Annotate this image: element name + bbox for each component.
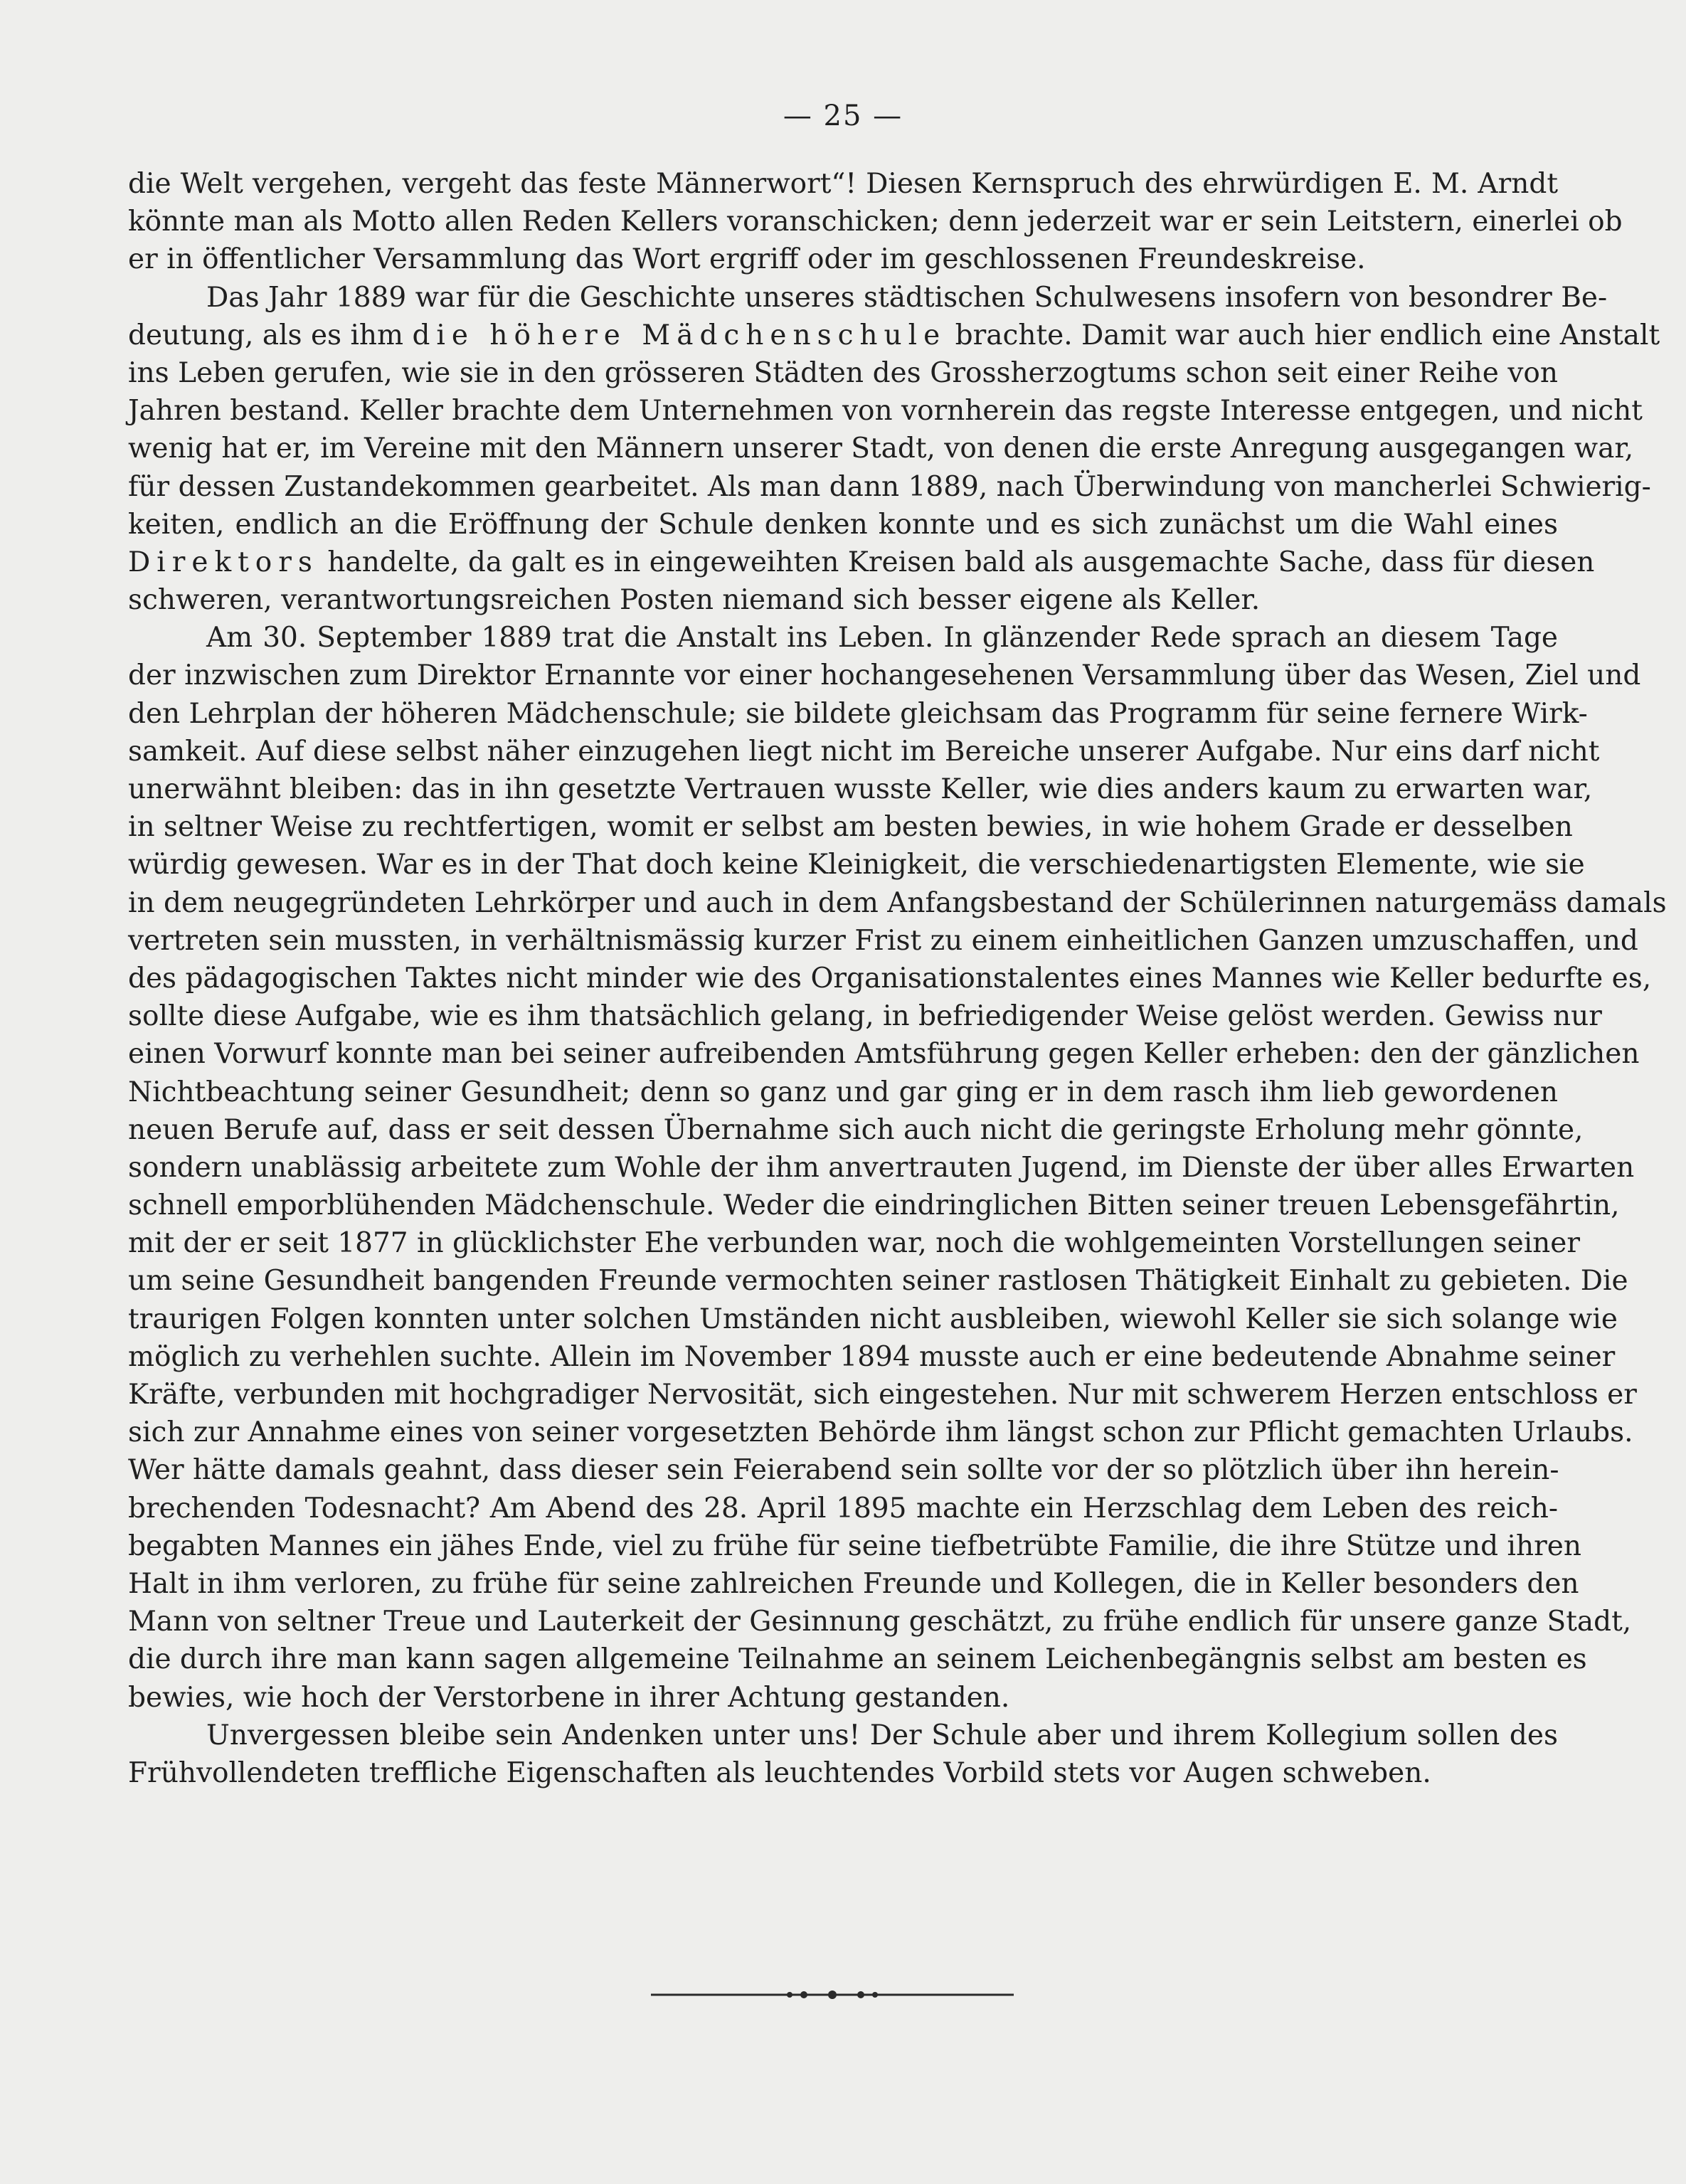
- text-line: möglich zu verhehlen suchte. Allein im November 1894 musste auch er eine bedeutende Abnahme seiner: [128, 1340, 1616, 1373]
- text-line: sondern unablässig arbeitete zum Wohle der ihm anvertrauten Jugend, im Dienste der über alles Erwarten: [128, 1151, 1635, 1184]
- text-line: Mann von seltner Treue und Lauterkeit der Gesinnung geschätzt, zu frühe endlich für unsere ganze Stadt,: [128, 1606, 1632, 1638]
- text-line: die durch ihre man kann sagen allgemeine Teilnahme an seinem Leichenbegängnis selbst am besten es: [128, 1643, 1587, 1676]
- text-line: in dem neugegründeten Lehrkörper und auch in dem Anfangsbestand der Schülerinnen naturgemäss damals: [128, 886, 1667, 919]
- text-line: die Welt vergehen, vergeht das feste Männerwort“! Diesen Kernspruch des ehrwürdigen E. M. Arndt: [128, 168, 1558, 200]
- text-line: sich zur Annahme eines von seiner vorgesetzten Behörde ihm längst schon zur Pflicht gemachten Urlaubs.: [128, 1416, 1633, 1449]
- text-line: des pädagogischen Taktes nicht minder wie des Organisationstalentes eines Mannes wie Keller bedurfte es,: [128, 962, 1652, 995]
- text-line: traurigen Folgen konnten unter solchen Umständen nicht ausbleiben, wiewohl Keller sie sich solange wie: [128, 1303, 1618, 1335]
- text-line: wenig hat er, im Vereine mit den Männern unserer Stadt, von denen die erste Anregung ausgegangen war,: [128, 433, 1634, 465]
- text-line: bewies, wie hoch der Verstorbene in ihrer Achtung gestanden.: [128, 1681, 1010, 1714]
- body-text: [128, 165, 1667, 1792]
- text-line: um seine Gesundheit bangenden Freunde vermochten seiner rastlosen Thätigkeit Einhalt zu gebieten. Die: [128, 1265, 1628, 1298]
- text-line: könnte man als Motto allen Reden Kellers voranschicken; denn jederzeit war er sein Leitstern, einerlei ob: [128, 206, 1623, 238]
- text-line: samkeit. Auf diese selbst näher einzugehen liegt nicht im Bereiche unserer Aufgabe. Nur eins darf nicht: [128, 735, 1600, 768]
- text-line: den Lehrplan der höheren Mädchenschule; sie bildete gleichsam das Programm für seine fernere Wirk-: [128, 697, 1588, 730]
- text-line: er in öffentlicher Versammlung das Wort ergriff oder im geschlossenen Freundeskreise.: [128, 243, 1366, 276]
- decorative-rule-icon: [651, 1990, 1014, 2000]
- paragraph-first-line: Am 30. September 1889 trat die Anstalt ins Leben. In glänzender Rede sprach an diesem Tage: [206, 622, 1558, 654]
- text-line: schweren, verantwortungsreichen Posten niemand sich besser eigene als Keller.: [128, 584, 1261, 617]
- text-line: Jahren bestand. Keller brachte dem Unternehmen von vornherein das regste Interesse entgegen, und nicht: [128, 395, 1643, 428]
- text-line: der inzwischen zum Direktor Ernannte vor einer hochangesehenen Versammlung über das Wesen, Ziel und: [128, 659, 1641, 692]
- text-line: keiten, endlich an die Eröffnung der Schule denken konnte und es sich zunächst um die Wahl eines: [128, 508, 1558, 541]
- text-line: Wer hätte damals geahnt, dass dieser sein Feierabend sein sollte vor der so plötzlich über ihn herein-: [128, 1454, 1559, 1487]
- text-line: Halt in ihm verloren, zu frühe für seine zahlreichen Freunde und Kollegen, die in Keller besonders den: [128, 1567, 1579, 1600]
- text-line: Frühvollendeten treffliche Eigenschaften als leuchtendes Vorbild stets vor Augen schweben.: [128, 1756, 1431, 1789]
- text-line: würdig gewesen. War es in der That doch keine Kleinigkeit, die verschiedenartigsten Elemente, wie sie: [128, 849, 1585, 881]
- emphasized-text: Direktors: [128, 546, 319, 578]
- text-line: Direktors handelte, da galt es in eingeweihten Kreisen bald als ausgemachte Sache, dass für diesen: [128, 546, 1595, 578]
- text-line: begabten Mannes ein jähes Ende, viel zu frühe für seine tiefbetrübte Familie, die ihre Stütze und ihren: [128, 1530, 1581, 1562]
- text-line: brechenden Todesnacht? Am Abend des 28. April 1895 machte ein Herzschlag dem Leben des reich-: [128, 1492, 1558, 1525]
- text-line: schnell emporblühenden Mädchenschule. Weder die eindringlichen Bitten seiner treuen Lebensgefährtin,: [128, 1189, 1620, 1222]
- text-line: Kräfte, verbunden mit hochgradiger Nervosität, sich eingestehen. Nur mit schwerem Herzen entschloss er: [128, 1379, 1637, 1411]
- text-line: in seltner Weise zu rechtfertigen, womit er selbst am besten bewies, in wie hohem Grade er desselben: [128, 811, 1573, 844]
- text-line: deutung, als es ihm die höhere Mädchenschule brachte. Damit war auch hier endlich eine Anstalt: [128, 319, 1660, 351]
- text-line: einen Vorwurf konnte man bei seiner aufreibenden Amtsführung gegen Keller erheben: den der gänzlichen: [128, 1038, 1640, 1071]
- text-line: sollte diese Aufgabe, wie es ihm thatsächlich gelang, in befriedigender Weise gelöst werden. Gewiss nur: [128, 1000, 1602, 1033]
- text-line: vertreten sein mussten, in verhältnismässig kurzer Frist zu einem einheitlichen Ganzen umzuschaffen, und: [128, 924, 1638, 957]
- paragraph-first-line: Das Jahr 1889 war für die Geschichte unseres städtischen Schulwesens insofern von besondrer Be-: [206, 281, 1608, 314]
- text-line: neuen Berufe auf, dass er seit dessen Übernahme sich auch nicht die geringste Erholung mehr gönnte,: [128, 1113, 1584, 1146]
- text-line: Nichtbeachtung seiner Gesundheit; denn so ganz und gar ging er in dem rasch ihm lieb gewordenen: [128, 1076, 1558, 1108]
- emphasized-text: die höhere Mädchenschule: [412, 319, 947, 351]
- text-line: ins Leben gerufen, wie sie in den grösseren Städten des Grossherzogtums schon seit einer Reihe von: [128, 356, 1558, 389]
- text-line: mit der er seit 1877 in glücklichster Ehe verbunden war, noch die wohlgemeinten Vorstellungen seiner: [128, 1227, 1581, 1260]
- page-number: — 25 —: [783, 100, 903, 132]
- text-line: unerwähnt bleiben: das in ihn gesetzte Vertrauen wusste Keller, wie dies anders kaum zu erwarten war,: [128, 773, 1593, 805]
- paragraph-first-line: Unvergessen bleibe sein Andenken unter uns! Der Schule aber und ihrem Kollegium sollen des: [206, 1719, 1558, 1751]
- text-line: für dessen Zustandekommen gearbeitet. Als man dann 1889, nach Überwindung von mancherlei Schwierig-: [128, 470, 1651, 503]
